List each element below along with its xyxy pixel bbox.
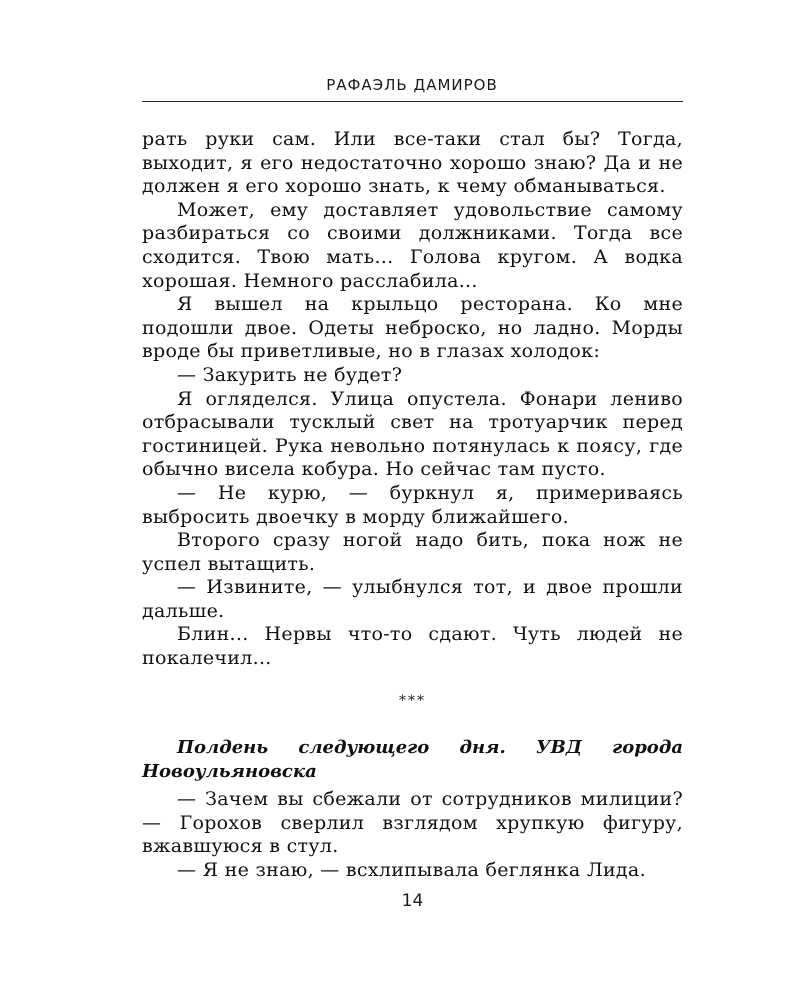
dialogue-line: — Я не знаю, — всхлипывала беглянка Лида. (177, 858, 646, 881)
paragraph: Я вышел на крыльцо ресторана. Ко мне подошли двое. Одеты неброско, но ладно. Морды вроде бы приветливые, но в глазах холодок: (142, 293, 683, 363)
dialogue-line: — Не курю, — буркнул я, примериваясь выбросить двоечку в морду ближайшего. (142, 481, 683, 528)
paragraph: Блин... Нервы что-то сдают. Чуть людей не покалечил... (142, 623, 683, 670)
dialogue-line: — Зачем вы сбежали от сотрудников милиции? — Горохов сверлил взглядом хрупкую фигуру, вжавшуюся в стул. (142, 788, 683, 858)
scene-heading (142, 736, 683, 784)
section-separator: *** (399, 693, 426, 709)
scene-heading-text: Полдень следующего дня. УВД города Новоульяновска (142, 737, 683, 782)
paragraph: Я огляделся. Улица опустела. Фонари лениво отбрасывали тусклый свет на тротуарчик перед гостиницей. Рука невольно потянулась к поясу, где обычно висела кобура. Но сейчас там пусто. (142, 387, 683, 481)
paragraph: Второго сразу ногой надо бить, пока нож не успел вытащить. (142, 529, 683, 575)
dialogue-line: — Извините, — улыбнулся тот, и двое прошли дальше. (142, 576, 683, 622)
page-number: 14 (401, 891, 424, 911)
running-head: РАФАЭЛЬ ДАМИРОВ (326, 76, 498, 94)
header-rule (142, 101, 683, 102)
paragraph: Может, ему доставляет удовольствие самому разбираться со своими должниками. Тогда все сходится. Твою мать... Голова кругом. А водка хорошая. Немного расслабила... (142, 198, 683, 292)
dialogue-line: — Закурить не будет? (177, 363, 403, 386)
main-text (142, 128, 683, 671)
main-text-continued (142, 788, 683, 882)
paragraph: рать руки сам. Или все-таки стал бы? Тогда, выходит, я его недостаточно хорошо знаю? Да и не должен я его хорошо знать, к чему обманываться. (142, 128, 683, 198)
